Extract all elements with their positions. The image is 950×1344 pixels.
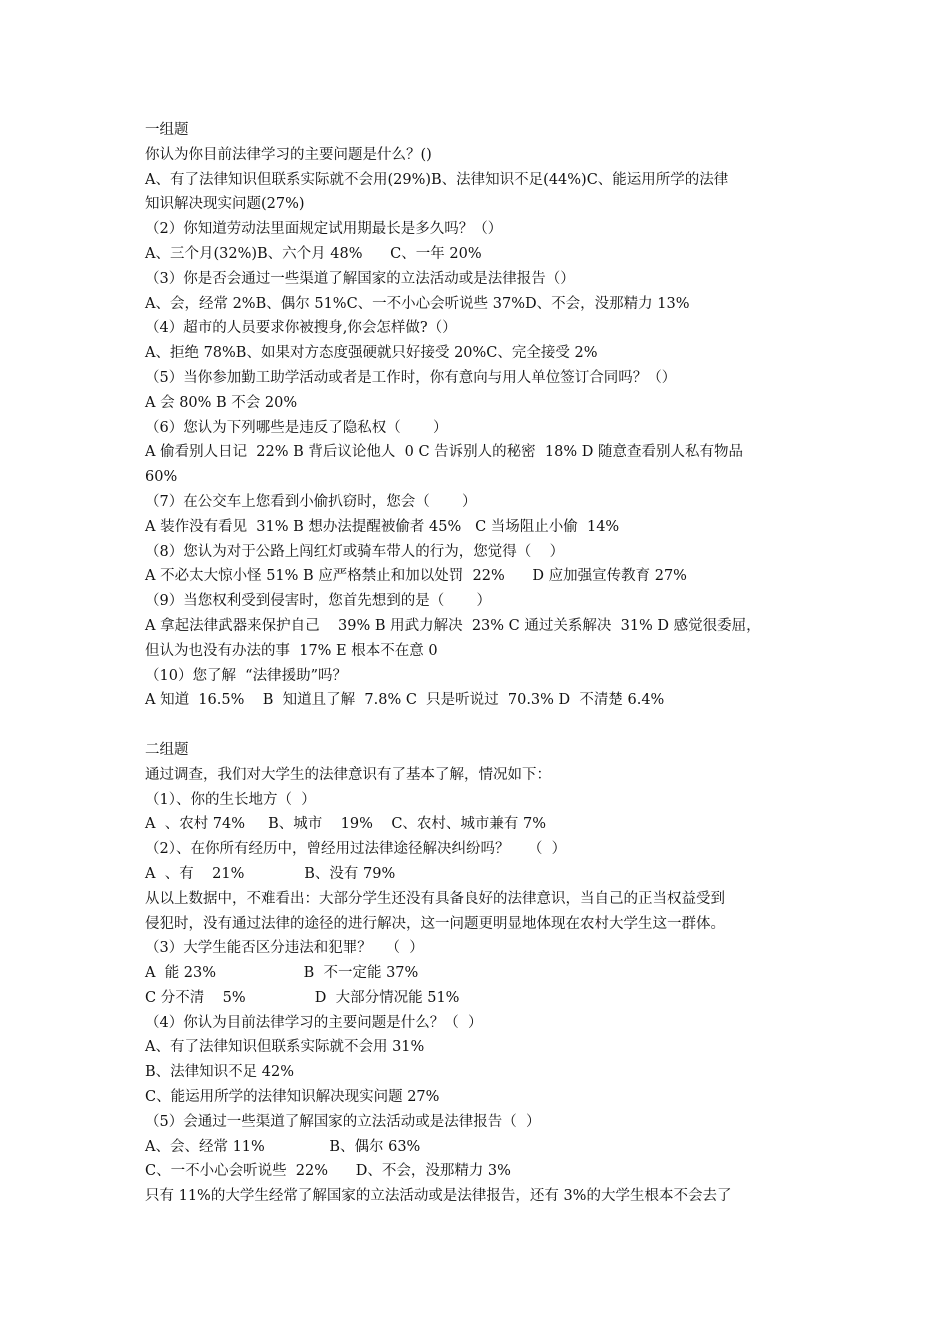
text-line: （3）大学生能否区分违法和犯罪？ （ ） — [145, 940, 424, 957]
text-line: C、一不小心会听说些 22% D、不会，没那精力 3% — [145, 1163, 511, 1180]
text-line: C 分不清 5% D 大部分情况能 51% — [145, 989, 460, 1006]
text-line: A、有了法律知识但联系实际就不会用(29%)B、法律知识不足(44%)C、能运用所学的法律 — [145, 171, 729, 188]
text-line: （5）会通过一些渠道了解国家的立法活动或是法律报告（ ） — [145, 1113, 541, 1130]
text-line: 60% — [145, 469, 178, 486]
group1-heading: 一组题 — [145, 122, 189, 138]
section-spacer — [145, 713, 813, 738]
text-line: B、法律知识不足 42% — [145, 1064, 294, 1081]
text-line: （1）、你的生长地方（ ） — [145, 791, 316, 808]
text-line: A 、有 21% B、没有 79% — [145, 865, 396, 882]
text-line: 从以上数据中，不难看出：大部分学生还没有具备良好的法律意识，当自己的正当权益受到 — [145, 890, 725, 907]
text-line: （2）你知道劳动法里面规定试用期最长是多久吗？（） — [145, 221, 503, 238]
text-line: A 、农村 74% B、城市 19% C、农村、城市兼有 7% — [145, 816, 547, 833]
text-line: A 偷看别人日记 22% B 背后议论他人 0 C 告诉别人的秘密 18% D 随意查看别人私有物品 — [145, 444, 743, 461]
text-line: A 知道 16.5% B 知道且了解 7.8% C 只是听说过 70.3% D 不清楚 6.4% — [145, 692, 665, 709]
text-line: 知识解决现实问题(27%) — [145, 196, 305, 213]
text-line: C、能运用所学的法律知识解决现实问题 27% — [145, 1089, 440, 1106]
text-line: 但认为也没有办法的事 17% E 根本不在意 0 — [145, 642, 438, 659]
text-line: A、会，经常 2%B、偶尔 51%C、一不小心会听说些 37%D、不会，没那精力 13% — [145, 295, 690, 312]
text-line: 只有 11%的大学生经常了解国家的立法活动或是法律报告，还有 3%的大学生根本不会去了 — [145, 1188, 732, 1205]
text-line: A 能 23% B 不一定能 37% — [145, 965, 419, 982]
text-line: A、会、经常 11% B、偶尔 63% — [145, 1138, 421, 1155]
document-body — [145, 118, 813, 1209]
text-line: 通过调查，我们对大学生的法律意识有了基本了解，情况如下： — [145, 766, 551, 783]
text-line: A 不必太大惊小怪 51% B 应严格禁止和加以处罚 22% D 应加强宣传教育 27% — [145, 568, 687, 585]
text-line: （7）在公交车上您看到小偷扒窃时，您会（ ） — [145, 493, 477, 510]
text-line: （9）当您权利受到侵害时，您首先想到的是（ ） — [145, 593, 491, 610]
text-line: 你认为你目前法律学习的主要问题是什么？() — [145, 146, 432, 163]
text-line: （4）你认为目前法律学习的主要问题是什么？（ ） — [145, 1014, 483, 1031]
text-line: A、三个月(32%)B、六个月 48% C、一年 20% — [145, 245, 482, 262]
text-line: （8）您认为对于公路上闯红灯或骑车带人的行为，您觉得（ ） — [145, 543, 565, 560]
text-line: （2）、在你所有经历中，曾经用过法律途径解决纠纷吗？ （ ） — [145, 841, 567, 858]
text-line: A、有了法律知识但联系实际就不会用 31% — [145, 1039, 425, 1056]
text-line: A 会 80% B 不会 20% — [145, 394, 298, 411]
text-line: A 拿起法律武器来保护自己 39% B 用武力解决 23% C 通过关系解决 31% D 感觉很委屈， — [145, 617, 761, 634]
text-line: （4）超市的人员要求你被搜身,你会怎样做?（） — [145, 320, 457, 337]
group2-heading: 二组题 — [145, 741, 189, 758]
text-line: （10）您了解 “法律援助”吗？ — [145, 667, 347, 684]
text-line: A、拒绝 78%B、如果对方态度强硬就只好接受 20%C、完全接受 2% — [145, 345, 598, 362]
text-line: （3）你是否会通过一些渠道了解国家的立法活动或是法律报告（） — [145, 270, 575, 287]
text-line: 侵犯时，没有通过法律的途径的进行解决，这一问题更明显地体现在农村大学生这一群体。 — [145, 915, 725, 932]
text-line: （6）您认为下列哪些是违反了隐私权（ ） — [145, 419, 448, 436]
group2-content — [145, 763, 813, 1209]
group1-content — [145, 143, 813, 713]
text-line: A 装作没有看见 31% B 想办法提醒被偷者 45% C 当场阻止小偷 14% — [145, 518, 620, 535]
text-line: （5）当你参加勤工助学活动或者是工作时，你有意向与用人单位签订合同吗？（） — [145, 369, 677, 386]
